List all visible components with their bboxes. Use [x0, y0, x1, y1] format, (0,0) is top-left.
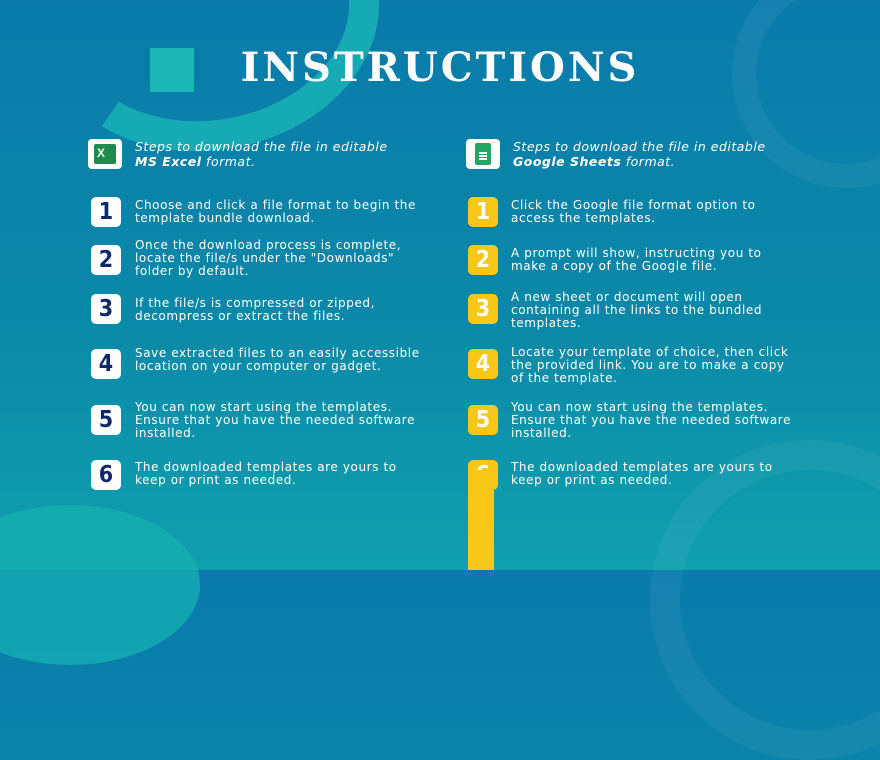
step-text: The downloaded templates are yours to keep or print as needed. — [511, 460, 773, 487]
format-heading: Steps to download the file in editable Google Sheets format. — [513, 139, 766, 169]
decorative-yellow-bar — [468, 470, 494, 570]
step-text: A prompt will show, instructing you to make a copy of the Google file. — [511, 246, 762, 273]
step-number-badge: 5 — [91, 405, 121, 435]
step-text: Locate your template of choice, then click the provided link. You are to make a copy of the template. — [511, 345, 789, 385]
google-sheets-icon — [466, 139, 500, 169]
step-text: You can now start using the templates. Ensure that you have the needed software installed. — [511, 400, 792, 440]
step-text: You can now start using the templates. Ensure that you have the needed software installed. — [135, 400, 416, 440]
step-text: If the file/s is compressed or zipped, decompress or extract the files. — [135, 296, 376, 323]
step-text: Click the Google file format option to access the templates. — [511, 198, 756, 225]
page-title: INSTRUCTIONS — [240, 44, 640, 91]
step-number-badge: 4 — [468, 349, 498, 379]
step-number-badge: 4 — [91, 349, 121, 379]
step-number-badge: 5 — [468, 405, 498, 435]
format-heading: Steps to download the file in editable MS Excel format. — [135, 139, 388, 169]
step-number-badge: 2 — [468, 245, 498, 275]
step-number-badge: 1 — [468, 197, 498, 227]
step-text: The downloaded templates are yours to keep or print as needed. — [135, 460, 397, 487]
excel-icon: X — [88, 139, 122, 169]
step-text: Once the download process is complete, locate the file/s under the "Downloads" folder by default. — [135, 238, 402, 278]
step-number-badge: 2 — [91, 245, 121, 275]
google-sheets-instructions-column — [466, 0, 796, 570]
excel-instructions-column — [88, 0, 418, 570]
step-text: A new sheet or document will open containing all the links to the bundled templates. — [511, 290, 763, 330]
step-number-badge: 3 — [91, 294, 121, 324]
step-number-badge: 1 — [91, 197, 121, 227]
step-number-badge: 3 — [468, 294, 498, 324]
step-number-badge: 6 — [91, 460, 121, 490]
step-text: Save extracted files to an easily accessible location on your computer or gadget. — [135, 346, 420, 373]
step-text: Choose and click a file format to begin the template bundle download. — [135, 198, 416, 225]
